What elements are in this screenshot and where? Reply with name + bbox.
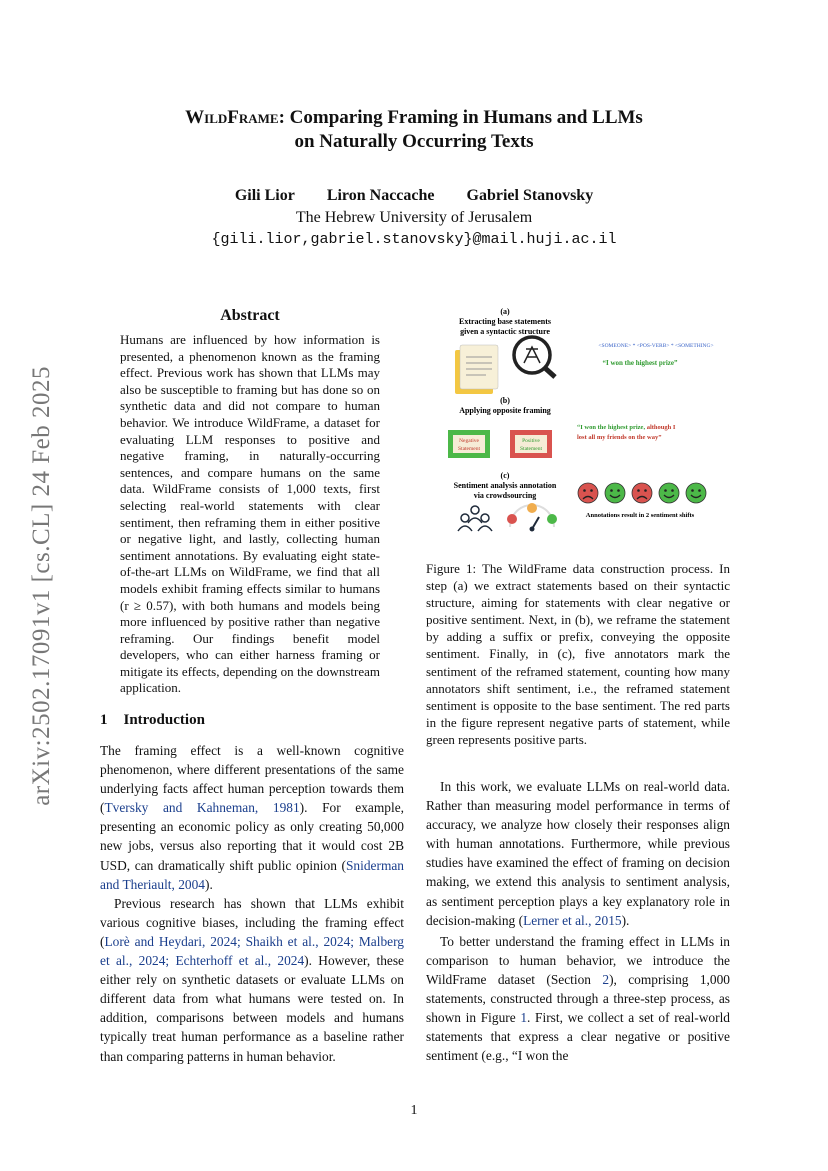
reframed-statement: “I won the highest prize, although I [577, 424, 676, 431]
positive-face-icon [659, 483, 679, 503]
positive-box-label: Positive [522, 438, 540, 444]
positive-statement-box [510, 430, 552, 458]
paragraph-text: To better understand the framing effect in LLMs in comparison to human behavior, we introduce the WildFrame dataset (Section [426, 933, 730, 987]
paragraph [100, 894, 404, 1066]
figure-caption: Figure 1: The WildFrame data construction process. In step (a) we extract statements based on their syntactic structure, aiming for statements with clear negative or positive sentiment. Next, in (b), we reframe the statement by adding a suffix or prefix, conveying the opposite sentiment. Finally, in (c), five annotators mark the sentiment of the reframed statement, counting how many annotators shift sentiment, i.e., the reframed statement sentiment is opposite to the base sentiment. The red parts in the figure represent negative parts of statement, while green represents positive parts. [426, 561, 730, 747]
figure-step-b-label: (b) [500, 396, 510, 405]
positive-face-icon [686, 483, 706, 503]
reframed-statement-cont: lost all my friends on the way” [577, 434, 662, 441]
title-line1: : Comparing Framing in Humans and LLMs [278, 107, 643, 128]
base-statement: “I won the highest prize” [602, 359, 678, 367]
section-link[interactable]: 2 [602, 971, 610, 987]
arxiv-identifier: arXiv:2502.17091v1 [cs.CL] 24 Feb 2025 [28, 366, 55, 806]
paragraph-text: ), comprising 1,000 statements, constructed through a three-step process, as shown in Figure [426, 971, 730, 1026]
paragraph-text: The framing effect is a well-known cognitive phenomenon, where different presentations of the same underlying facts affect human perception towards them ( [100, 743, 404, 816]
author-name: Gili Lior [234, 187, 295, 204]
figure-step-a-label: (a) [500, 307, 510, 316]
affiliation: The Hebrew University of Jerusalem [295, 209, 533, 226]
crowd-icon [458, 506, 492, 531]
section-title: Introduction [123, 712, 205, 728]
paragraph-text: Previous research has shown that LLMs exhibit various cognitive biases, including the framing effect ( [100, 895, 404, 949]
documents-icon [455, 345, 498, 394]
paragraph-text: ). However, these either rely on synthetic datasets or evaluate LLMs on different data from what humans were tested on. In addition, comparisons between models and humans typically treat human performance as a baseline rather than comparing patterns in human behavior. [100, 953, 404, 1064]
sentiment-faces [578, 483, 706, 503]
paragraph-text: . First, we collect a set of real-world statements that express a clear negative or positive sentiment (e.g., “I won the [426, 1010, 730, 1064]
citation-link[interactable]: Tversky and Kahneman, 1981 [104, 800, 300, 816]
email: {gili.lior,gabriel.stanovsky}@mail.huji.ac.il [211, 231, 617, 248]
negative-box-label: Statement [458, 446, 480, 452]
section-heading [100, 712, 221, 729]
paragraph-text: ). For example, presenting an economic policy as only creating 50,000 new jobs, versus also reporting that it would cost 2B USD, can dramatically shift public opinion ( [100, 800, 404, 873]
negative-face-icon [632, 483, 652, 503]
intro-left-column [100, 741, 404, 1066]
magnifier-icon [514, 337, 555, 377]
figure-step-c-title: via crowdsourcing [473, 491, 537, 500]
negative-statement-box [448, 430, 490, 458]
page-number: 1 [410, 1103, 418, 1118]
figure-1 [440, 305, 740, 535]
negative-face-icon [578, 483, 598, 503]
abstract-text: Humans are influenced by how information is presented, a phenomenon known as the framing effect. Previous work has shown that LLMs may also be susceptible to framing but has done so on synthetic data and did not compare to human behavior. We introduce WildFrame, a dataset for evaluating LLM responses to positive and negative framing, in naturally-occurring sentences, and compare humans on the same data. WildFrame consists of 1,000 texts, first selecting real-world statements with clear sentiment, then reframing them in either positive or negative light, and lastly, collecting human sentiment annotations. By evaluating eight state-of-the-art LLMs on WildFrame, we find that all models exhibit framing effects similar to humans (r ≥ 0.57), with both humans and models being more influenced by positive rather than negative reframing. Our findings benefit model developers, who can either harness framing or mitigate its effects, depending on the downstream application. [120, 332, 380, 696]
author-block [0, 185, 828, 251]
figure-step-c-label: (c) [500, 471, 510, 480]
positive-face-icon [605, 483, 625, 503]
paragraph [100, 741, 404, 894]
figure-link[interactable]: 1 [520, 1010, 528, 1026]
figure-step-c-title: Sentiment analysis annotation [453, 481, 557, 490]
title-line2: on Naturally Occurring Texts [294, 131, 534, 152]
author-name: Liron Naccache [326, 187, 435, 204]
figure-step-a-title: Extracting base statements [459, 317, 551, 326]
negative-box-label: Negative [459, 438, 479, 444]
paragraph-text: In this work, we evaluate LLMs on real-world data. Rather than measuring model performance in terms of accuracy, we analyze how closely their responses align with human annotations. Furthermore, while previous studies have examined the effect of framing on decision making, we extend this analysis to sentiment analysis, as sentiment perception plays a key explanatory role in decision-making ( [426, 779, 730, 928]
author-name: Gabriel Stanovsky [466, 187, 594, 204]
section-number: 1 [100, 712, 108, 728]
paragraph-text: ). [205, 876, 213, 892]
citation-link[interactable]: Lorè and Heydari, 2024; Shaikh et al., 2024; Malberg et al., 2024; Echterhoff et al., 2024 [100, 933, 404, 969]
paragraph [426, 777, 730, 930]
intro-right-column [426, 777, 730, 1065]
gauge-icon [507, 503, 557, 532]
figure-step-b-title: Applying opposite framing [459, 406, 551, 415]
paragraph-text: ). [621, 912, 630, 928]
positive-box-label: Statement [520, 446, 542, 452]
syntactic-template: <SOMEONE> * <POS-VERB> * <SOMETHING> [598, 343, 714, 349]
citation-link[interactable]: Sniderman and Theriault, 2004 [100, 857, 404, 892]
citation-link[interactable]: Lerner et al., 2015 [523, 912, 622, 928]
abstract-heading: Abstract [220, 307, 280, 324]
figure-step-a-title: given a syntactic structure [460, 327, 550, 336]
paragraph [426, 932, 730, 1066]
paper-title [0, 106, 828, 154]
annotation-result: Annotations result in 2 sentiment shifts [585, 512, 695, 519]
title-brand: WildFrame [185, 107, 279, 128]
